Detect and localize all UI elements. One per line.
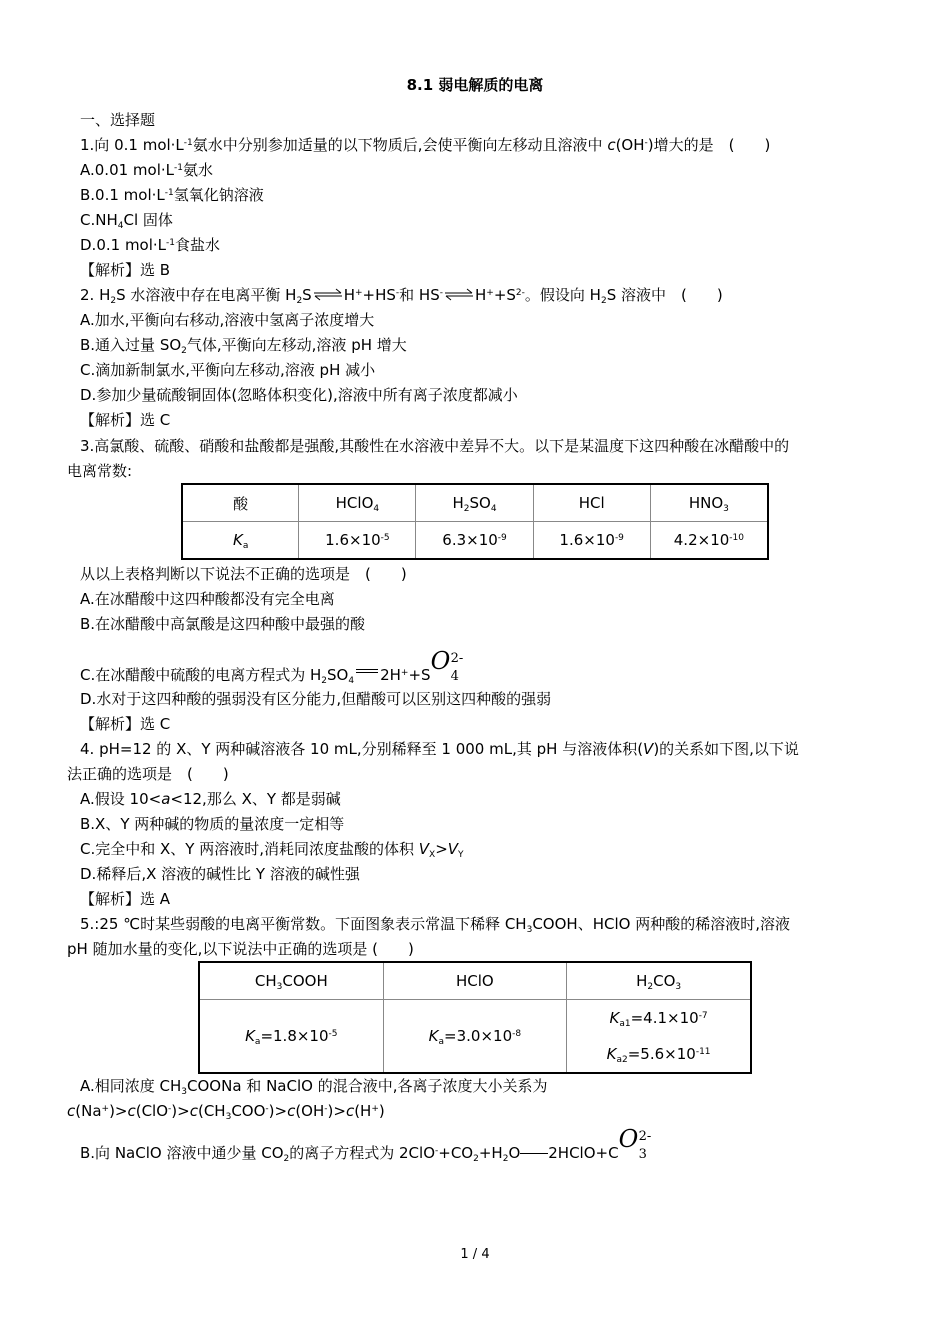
table-cell: $1.6\times 10^{-5}$ <box>299 522 416 560</box>
page-number: 1 / 4 <box>460 1247 490 1262</box>
table-row <box>199 962 751 999</box>
q3-option-a: A.在冰醋酸中这四种酸都没有完全电离 <box>80 590 335 608</box>
q2-answer: 【解析】选 C <box>80 411 171 429</box>
q1-stem: 1.向 0.1 $mol\cdot L^{-1}$氨水中分别参加适量的以下物质后,会使平衡向左移动且溶液中 c(OH-)增大的是 ( ) <box>80 136 771 154</box>
table-row <box>182 522 768 560</box>
q2-option-b: B.通入过量 $SO_2$气体,平衡向左移动,溶液 pH 增大 <box>80 336 407 356</box>
table-header-cell: $H_2CO_3$ <box>567 962 751 999</box>
equilibrium-arrow-icon <box>312 286 344 304</box>
q3-prompt: 从以上表格判断以下说法不正确的选项是 ( ) <box>80 565 407 583</box>
table-header-cell: $HNO_3$ <box>650 484 768 522</box>
q1-option-b: B.0.1 $mol\cdot L^{-1}$氢氧化钠溶液 <box>80 186 264 204</box>
table-cell: $6.3\times 10^{-9}$ <box>416 522 533 560</box>
q3-stem-line2: 电离常数: <box>67 462 133 480</box>
q4-stem-line1: 4. pH=12 的 X、Y 两种碱溶液各 10 mL,分别稀释至 1 000 mL,其 pH 与溶液体积(V)的关系如下图,以下说 <box>80 740 799 758</box>
q2-option-a: A.加水,平衡向右移动,溶液中氢离子浓度增大 <box>80 311 375 329</box>
q1-option-a: A.0.01 $mol\cdot L^{-1}$氨水 <box>80 161 214 179</box>
section-heading: 一、选择题 <box>80 111 156 129</box>
q3-stem-line1: 3.高氯酸、硫酸、硝酸和盐酸都是强酸,其酸性在水溶液中差异不大。以下是某温度下这四种酸在冰醋酸中的 <box>80 437 790 455</box>
q4-option-a: A.假设 10<a<12,那么 X、Y 都是弱碱 <box>80 790 341 808</box>
table-header-cell: HClO <box>383 962 567 999</box>
carbonate-ion-formula: O 2- 3 <box>618 1125 652 1162</box>
q4-stem-line2: 法正确的选项是 ( ) <box>67 765 229 783</box>
q1-option-d: D.0.1 $mol\cdot L^{-1}$食盐水 <box>80 236 221 254</box>
q5-stem-line1: 5.:25 ℃时某些弱酸的电离平衡常数。下面图象表示常温下稀释 $CH_3COOH$、HClO 两种酸的稀溶液时,溶液 <box>80 915 790 935</box>
table-cell: $K_a=1.8\times 10^{-5}$ <box>199 999 383 1073</box>
q1-answer: 【解析】选 B <box>80 261 171 279</box>
page-title: 8.1 弱电解质的电离 <box>406 76 544 94</box>
q3-option-b: B.在冰醋酸中高氯酸是这四种酸中最强的酸 <box>80 615 366 633</box>
sulfate-ion-formula: O 2- 4 <box>430 647 464 684</box>
ionization-constant-table <box>181 483 769 560</box>
q4-option-d: D.稀释后,X 溶液的碱性比 Y 溶液的碱性强 <box>80 865 360 883</box>
table-cell: $K_a$ <box>182 522 299 560</box>
equilibrium-arrow-icon <box>443 286 475 304</box>
q5-option-b: B.向 NaClO 溶液中通少量 $CO_2$的离子方程式为 $2ClO^-+CO_2+H_2O$ 2HClO+C O 2- 3 <box>80 1140 657 1162</box>
table-cell: $K_{a1}=4.1\times 10^{-7}$ $K_{a2}=5.6\times 10^{-11}$ <box>567 999 751 1073</box>
q3-option-c: C.在冰醋酸中硫酸的电离方程式为 $H_2SO_4$ 2H++S O 2- 4 <box>80 662 469 684</box>
table-header-cell: HCl <box>533 484 650 522</box>
table-cell: $4.2\times 10^{-10}$ <box>650 522 768 560</box>
table-header-cell: HClO$_4$ <box>299 484 416 522</box>
q4-option-b: B.X、Y 两种碱的物质的量浓度一定相等 <box>80 815 345 833</box>
q5-option-a-line2: $c(Na^+)>c(ClO^-)>c(CH_3COO^-)>c(OH^-)>c(H^+)$ <box>67 1102 385 1122</box>
q2-option-d: D.参加少量硫酸铜固体(忽略体积变化),溶液中所有离子浓度都减小 <box>80 386 518 404</box>
q5-option-a-line1: A.相同浓度 $CH_3COONa$ 和 NaClO 的混合液中,各离子浓度大小关系为 <box>80 1077 548 1097</box>
q2-stem: 2. $H_2S$ 水溶液中存在电离平衡 $H_2S$ H++HS-和 HS- $H^++S^{2-}$。假设向 $H_2S$ 溶液中 ( ) <box>80 286 723 306</box>
q1-option-c: $C.NH_4Cl$ 固体 <box>80 211 173 231</box>
equals-sign-icon <box>354 662 380 680</box>
table-header-cell: $H_2SO_4$ <box>416 484 533 522</box>
table-row <box>182 484 768 522</box>
q4-answer: 【解析】选 A <box>80 890 171 908</box>
q2-option-c: C.滴加新制氯水,平衡向左移动,溶液 pH 减小 <box>80 361 376 379</box>
table-header-cell: 酸 <box>182 484 299 522</box>
reaction-blank-line <box>520 1140 548 1154</box>
q5-stem-line2: pH 随加水量的变化,以下说法中正确的选项是 ( ) <box>67 940 414 958</box>
table-header-cell: $CH_3COOH$ <box>199 962 383 999</box>
table-cell: $K_a=3.0\times 10^{-8}$ <box>383 999 567 1073</box>
q3-option-d: D.水对于这四种酸的强弱没有区分能力,但醋酸可以区别这四种酸的强弱 <box>80 690 552 708</box>
q4-option-c: C.完全中和 X、Y 两溶液时,消耗同浓度盐酸的体积 $V_X>V_Y$ <box>80 840 464 860</box>
q3-answer: 【解析】选 C <box>80 715 171 733</box>
table-cell: $1.6\times 10^{-9}$ <box>533 522 650 560</box>
table-row <box>199 999 751 1073</box>
weak-acid-constant-table <box>198 961 752 1074</box>
